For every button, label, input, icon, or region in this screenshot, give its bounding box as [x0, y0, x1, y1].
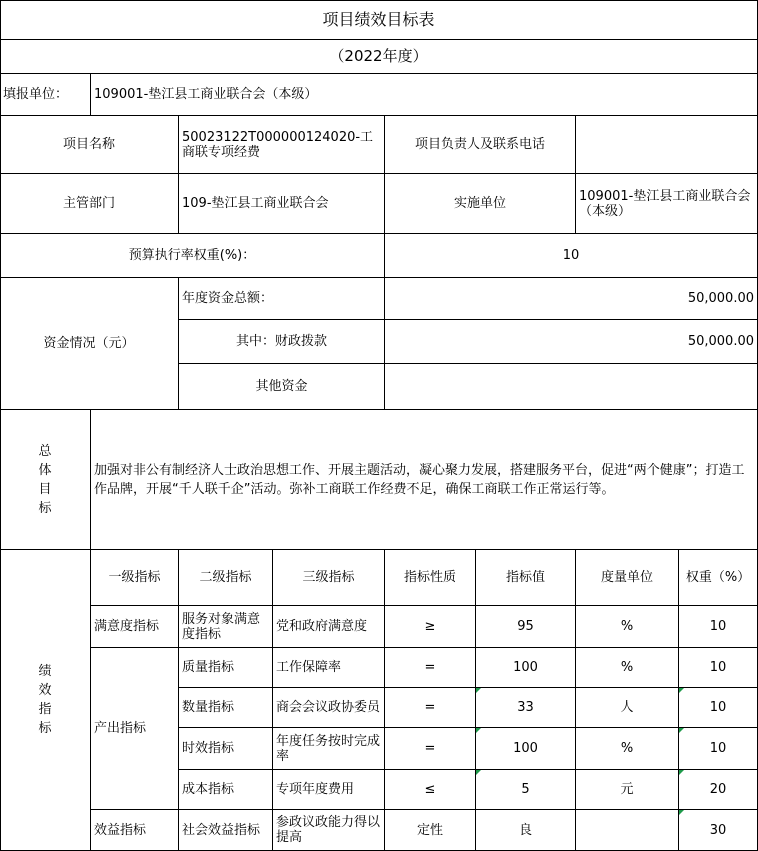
performance-label: 绩 效 指 标: [0, 550, 91, 851]
page-title: 项目绩效目标表: [0, 0, 758, 40]
table-row-level2: 服务对象满意度指标: [179, 606, 273, 648]
header-level3: 三级指标: [273, 550, 385, 606]
header-level2: 二级指标: [179, 550, 273, 606]
funds-label: 资金情况（元）: [0, 278, 179, 410]
table-row-value: 5: [476, 770, 576, 810]
funds-fiscal-label: 其中：财政拨款: [179, 320, 385, 364]
table-row-unit: 元: [576, 770, 679, 810]
table-row-unit: %: [576, 648, 679, 688]
header-weight: 权重（%）: [679, 550, 758, 606]
table-row-weight: 20: [679, 770, 758, 810]
table-row-value: 33: [476, 688, 576, 728]
level1-output: 产出指标: [91, 648, 179, 810]
table-row-level3: 党和政府满意度: [273, 606, 385, 648]
impl-value: 109001-垫江县工商业联合会（本级）: [576, 174, 758, 234]
table-row-nature: ≥: [385, 606, 476, 648]
table-row-nature: 定性: [385, 810, 476, 851]
table-row-nature: =: [385, 688, 476, 728]
header-unit: 度量单位: [576, 550, 679, 606]
table-row-weight: 30: [679, 810, 758, 851]
table-row-value: 100: [476, 648, 576, 688]
contact-value: [576, 116, 758, 174]
unit-label: 填报单位：: [0, 74, 91, 116]
table-row-level3: 参政议政能力得以提高: [273, 810, 385, 851]
dept-label: 主管部门: [0, 174, 179, 234]
header-value: 指标值: [476, 550, 576, 606]
goal-label: 总 体 目 标: [0, 410, 91, 550]
funds-other-label: 其他资金: [179, 364, 385, 410]
table-row-level2: 社会效益指标: [179, 810, 273, 851]
table-row-level3: 专项年度费用: [273, 770, 385, 810]
level1-benefit: 效益指标: [91, 810, 179, 851]
table-row-value: 良: [476, 810, 576, 851]
table-row-unit: %: [576, 606, 679, 648]
table-row-weight: 10: [679, 606, 758, 648]
funds-fiscal-value: 50,000.00: [385, 320, 758, 364]
table-row-weight: 10: [679, 648, 758, 688]
header-nature: 指标性质: [385, 550, 476, 606]
table-row-value: 95: [476, 606, 576, 648]
funds-total-value: 50,000.00: [385, 278, 758, 320]
table-row-level3: 商会会议政协委员: [273, 688, 385, 728]
table-row-nature: ≤: [385, 770, 476, 810]
contact-label: 项目负责人及联系电话: [385, 116, 576, 174]
year-subtitle: （2022年度）: [0, 40, 758, 74]
table-row-level2: 质量指标: [179, 648, 273, 688]
table-row-value: 100: [476, 728, 576, 770]
table-row-unit: [576, 810, 679, 851]
table-row-level2: 数量指标: [179, 688, 273, 728]
table-row-nature: =: [385, 728, 476, 770]
budget-weight-value: 10: [385, 234, 758, 278]
table-row-level2: 成本指标: [179, 770, 273, 810]
level1-satisfaction: 满意度指标: [91, 606, 179, 648]
budget-weight-label: 预算执行率权重(%)：: [0, 234, 385, 278]
header-level1: 一级指标: [91, 550, 179, 606]
table-row-level2: 时效指标: [179, 728, 273, 770]
funds-other-value: [385, 364, 758, 410]
goal-text: 加强对非公有制经济人士政治思想工作、开展主题活动，凝心聚力发展，搭建服务平台，促进“两个健康”；打造工作品牌，开展“千人联千企”活动。弥补工商联工作经费不足，确保工商联工作正常运行等。: [91, 410, 758, 550]
funds-total-label: 年度资金总额：: [179, 278, 385, 320]
table-row-level3: 年度任务按时完成率: [273, 728, 385, 770]
unit-value: 109001-垫江县工商业联合会（本级）: [91, 74, 758, 116]
table-row-nature: =: [385, 648, 476, 688]
impl-label: 实施单位: [385, 174, 576, 234]
table-row-unit: %: [576, 728, 679, 770]
dept-value: 109-垫江县工商业联合会: [179, 174, 385, 234]
table-row-unit: 人: [576, 688, 679, 728]
project-name-label: 项目名称: [0, 116, 179, 174]
table-row-weight: 10: [679, 728, 758, 770]
project-name-value: 50023122T000000124020-工商联专项经费: [179, 116, 385, 174]
table-row-level3: 工作保障率: [273, 648, 385, 688]
table-row-weight: 10: [679, 688, 758, 728]
